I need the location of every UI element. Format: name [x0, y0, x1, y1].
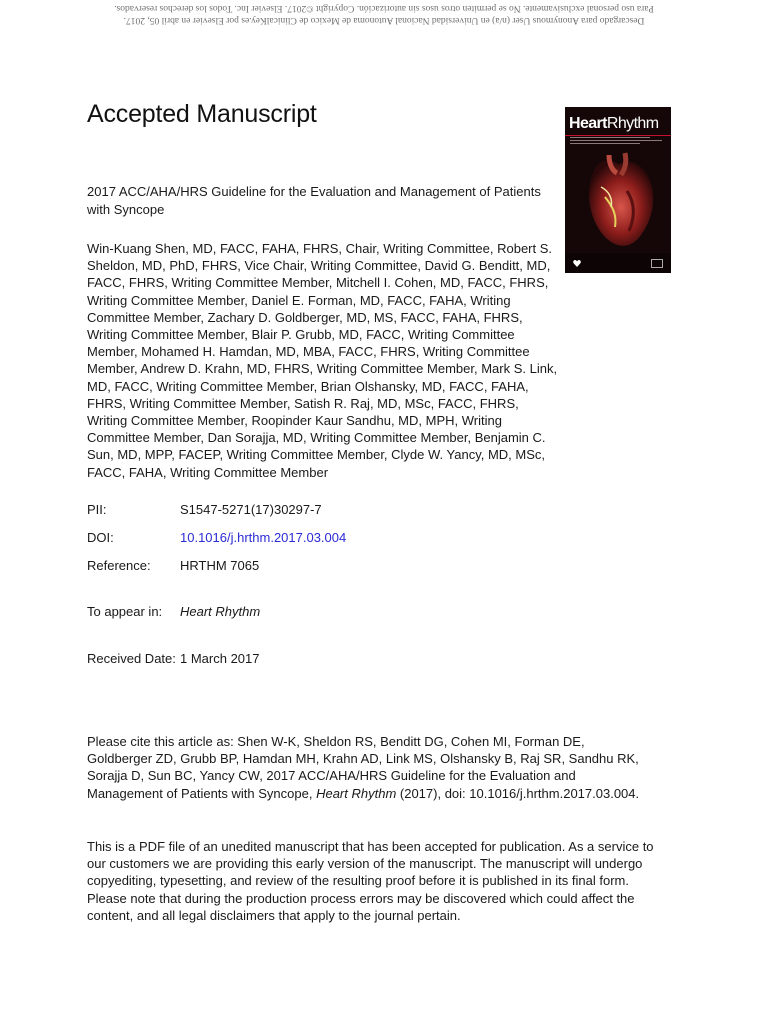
citation-journal: Heart Rhythm: [316, 785, 397, 801]
article-title: 2017 ACC/AHA/HRS Guideline for the Evaluation and Management of Patients with Syncope: [87, 184, 541, 217]
journal-name: Heart Rhythm: [180, 604, 261, 619]
heart-logo-icon: [573, 260, 581, 267]
page-heading: Accepted Manuscript: [87, 100, 317, 128]
cover-subtitle-lines: [570, 137, 666, 146]
journal-cover: [565, 107, 671, 273]
disclaimer-paragraph: This is a PDF file of an unedited manuscript that has been accepted for publication. As a service to our customers we are providing this early version of the manuscript. The manuscript will undergo copyediting, typesetting, and review of the resulting proof before it is published in its final form. Please note that during the production process errors may be discovered which could affect the content, and all legal disclaimers that apply to the journal pertain.: [87, 839, 654, 923]
publisher-logo-icon: [651, 259, 663, 268]
citation-paragraph: Please cite this article as: Shen W-K, Sheldon RS, Benditt DG, Cohen MI, Forman DE, Goldberger ZD, Grubb BP, Hamdan MH, Krahn AD, Link MS, Olshansky B, Raj SR, Sandhu RK, Sorajja D, Sun BC, Yancy CW, 2017 ACC/AHA/HRS Guideline for the Evaluation and Management of Patients with Syncope, Heart Rhythm (2017), doi: 10.1016/j.hrthm.2017.03.004.: [87, 734, 640, 801]
watermark: [0, 2, 768, 26]
pii-value: S1547-5271(17)30297-7: [180, 502, 322, 517]
received-value: 1 March 2017: [180, 651, 260, 666]
received-label: Received Date:: [87, 651, 176, 666]
watermark-line-1: Descargado para Anonymous User (n/a) en Universidad Nacional Autonoma de Mexico de ClinicalKey.es por Elsevier en abril 05, 2017.: [123, 15, 645, 25]
pii-label: PII:: [87, 502, 107, 517]
author-list: Win-Kuang Shen, MD, FACC, FAHA, FHRS, Chair, Writing Committee, Robert S. Sheldon, MD, PhD, FHRS, Vice Chair, Writing Committee, David G. Benditt, MD, FACC, FHRS, Writing Committee Member, Mitchell I. Cohen, MD, FACC, FHRS, Writing Committee Member, Daniel E. Forman, MD, FACC, FAHA, Writing Committee Member, Zachary D. Goldberger, MD, MS, FACC, FAHA, FHRS, Writing Committee Member, Blair P. Grubb, MD, FACC, Writing Committee Member, Mohamed H. Hamdan, MD, MBA, FACC, FHRS, Writing Committee Member, Andrew D. Krahn, MD, FHRS, Writing Committee Member, Mark S. Link, MD, FACC, Writing Committee Member, Brian Olshansky, MD, FACC, FAHA, FHRS, Writing Committee Member, Satish R. Raj, MD, MSc, FACC, FHRS, Writing Committee Member, Roopinder Kaur Sandhu, MD, MPH, Writing Committee Member, Dan Sorajja, MD, Writing Committee Member, Benjamin C. Sun, MD, MPP, FACEP, Writing Committee Member, Clyde W. Yancy, MD, MSc, FACC, FAHA, Writing Committee Member: [87, 241, 558, 480]
reference-label: Reference:: [87, 558, 151, 573]
cover-title: HeartRhythm: [569, 115, 659, 132]
doi-link[interactable]: 10.1016/j.hrthm.2017.03.004: [180, 530, 347, 545]
watermark-line-2: Para uso personal exclusivamente. No se permiten otros usos sin autorización. Copyright ©2017. Elsevier Inc. Todos los derechos reservados.: [114, 3, 654, 13]
doi-label: DOI:: [87, 530, 114, 545]
reference-value: HRTHM 7065: [180, 558, 260, 573]
appear-label: To appear in:: [87, 604, 163, 619]
